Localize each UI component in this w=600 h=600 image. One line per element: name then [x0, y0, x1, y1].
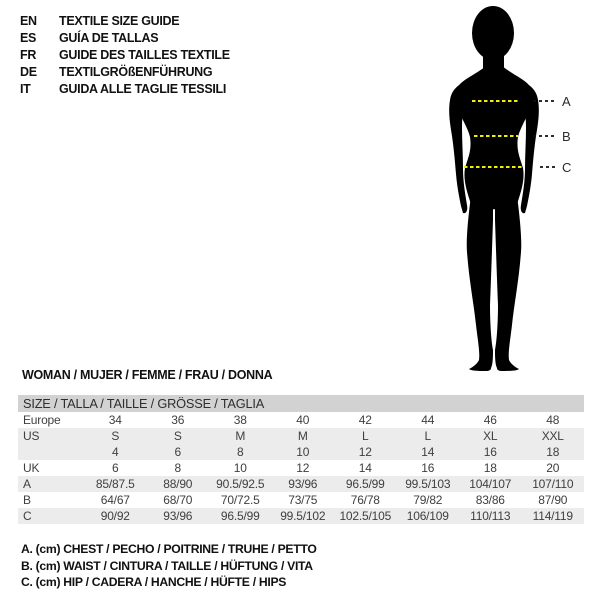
- lang-row-fr: [20, 47, 230, 64]
- size-cell: 107/110: [532, 477, 574, 491]
- size-cell: 20: [546, 461, 560, 475]
- woman-silhouette-icon: [449, 6, 539, 371]
- size-cell: 106/109: [406, 509, 449, 523]
- size-cell: 93/96: [288, 477, 318, 491]
- marker-label-waist: B: [562, 129, 571, 144]
- size-row-a: [18, 476, 584, 492]
- size-cell: 110/113: [470, 509, 511, 523]
- language-title-list: [20, 13, 230, 98]
- size-cell: 8: [237, 445, 244, 459]
- lang-code-es: ES: [20, 31, 37, 45]
- measurement-legend: [21, 541, 317, 591]
- size-cell: 99.5/103: [405, 477, 451, 491]
- size-cell: 70/72.5: [220, 493, 260, 507]
- size-cell: 12: [296, 461, 310, 475]
- size-cell: 42: [358, 413, 372, 427]
- lang-row-it: [20, 81, 230, 98]
- size-cell: 44: [421, 413, 435, 427]
- legend-chest: A. (cm) CHEST / PECHO / POITRINE / TRUHE / PETTO: [21, 542, 317, 556]
- size-cell: 79/82: [413, 493, 443, 507]
- size-cell: 90.5/92.5: [216, 477, 265, 491]
- size-table-header: SIZE / TALLA / TAILLE / GRÖSSE / TAGLIA: [18, 395, 584, 412]
- size-cell: 104/107: [469, 477, 512, 491]
- size-cell: 36: [171, 413, 185, 427]
- size-row-intl: [18, 444, 584, 460]
- marker-label-chest: A: [562, 94, 571, 109]
- size-row-label: [18, 444, 84, 460]
- size-cell: 76/78: [350, 493, 380, 507]
- marker-label-hip: C: [562, 160, 572, 175]
- lang-title-it: GUIDA ALLE TAGLIE TESSILI: [59, 82, 227, 96]
- size-cell: 10: [296, 445, 310, 459]
- size-cell: 16: [483, 445, 497, 459]
- size-cell: 96.5/99: [220, 509, 260, 523]
- size-cell: L: [362, 429, 369, 443]
- size-cell: 48: [546, 413, 560, 427]
- size-cell: 18: [483, 461, 497, 475]
- size-row-uk: [18, 460, 584, 476]
- size-row-c: [18, 508, 584, 524]
- size-row-label: US: [23, 429, 40, 443]
- lang-code-de: DE: [20, 65, 37, 79]
- size-table: [18, 395, 584, 524]
- size-cell: L: [424, 429, 431, 443]
- size-cell: 14: [421, 445, 435, 459]
- size-cell: 114/119: [532, 509, 573, 523]
- size-row-europe: [18, 412, 584, 428]
- size-cell: S: [111, 429, 120, 443]
- lang-code-it: IT: [20, 82, 31, 96]
- size-cell: S: [173, 429, 182, 443]
- size-cell: 90/92: [100, 509, 130, 523]
- size-cell: 18: [546, 445, 560, 459]
- size-cell: 6: [112, 461, 119, 475]
- size-cell: 8: [174, 461, 181, 475]
- size-cell: 87/90: [538, 493, 568, 507]
- size-cell: 85/87.5: [95, 477, 135, 491]
- size-row-us: [18, 428, 584, 444]
- lang-row-en: [20, 13, 230, 30]
- size-cell: 38: [233, 413, 247, 427]
- lang-title-en: TEXTILE SIZE GUIDE: [59, 14, 180, 28]
- size-cell: XXL: [541, 429, 564, 443]
- size-cell: 68/70: [163, 493, 193, 507]
- size-row-label: UK: [23, 461, 40, 475]
- size-cell: 93/96: [163, 509, 193, 523]
- size-cell: 34: [108, 413, 122, 427]
- size-cell: 102.5/105: [339, 509, 392, 523]
- size-cell: 83/86: [475, 493, 505, 507]
- size-row-label: A: [23, 477, 31, 491]
- legend-waist: B. (cm) WAIST / CINTURA / TAILLE / HÜFTUNG / VITA: [21, 558, 313, 573]
- size-table-header-row: [18, 395, 584, 412]
- measurement-figure: [420, 0, 600, 375]
- size-row-b: [18, 492, 584, 508]
- size-cell: M: [235, 429, 246, 443]
- size-cell: M: [297, 429, 308, 443]
- size-cell: 16: [421, 461, 435, 475]
- size-cell: 99.5/102: [280, 509, 326, 523]
- size-cell: 46: [483, 413, 497, 427]
- size-cell: XL: [483, 429, 498, 443]
- size-row-label: Europe: [23, 413, 61, 427]
- lang-title-de: TEXTILGRÖßENFÜHRUNG: [59, 65, 213, 79]
- size-cell: 73/75: [288, 493, 318, 507]
- section-title-woman: WOMAN / MUJER / FEMME / FRAU / DONNA: [22, 368, 273, 382]
- size-cell: 88/90: [163, 477, 193, 491]
- size-row-label: B: [23, 493, 31, 507]
- lang-code-en: EN: [20, 14, 37, 28]
- size-cell: 4: [112, 445, 119, 459]
- lang-code-fr: FR: [20, 48, 37, 62]
- size-cell: 10: [233, 461, 247, 475]
- legend-hip: C. (cm) HIP / CADERA / HANCHE / HÜFTE / HIPS: [21, 575, 287, 589]
- lang-title-fr: GUIDE DES TAILLES TEXTILE: [59, 48, 230, 62]
- size-cell: 14: [358, 461, 372, 475]
- lang-row-de: [20, 64, 230, 81]
- size-cell: 6: [174, 445, 181, 459]
- lang-row-es: [20, 30, 230, 47]
- size-cell: 40: [296, 413, 310, 427]
- size-cell: 12: [358, 445, 372, 459]
- size-row-label: C: [23, 509, 32, 523]
- size-cell: 96.5/99: [345, 477, 385, 491]
- size-cell: 64/67: [100, 493, 130, 507]
- lang-title-es: GUÍA DE TALLAS: [59, 31, 159, 45]
